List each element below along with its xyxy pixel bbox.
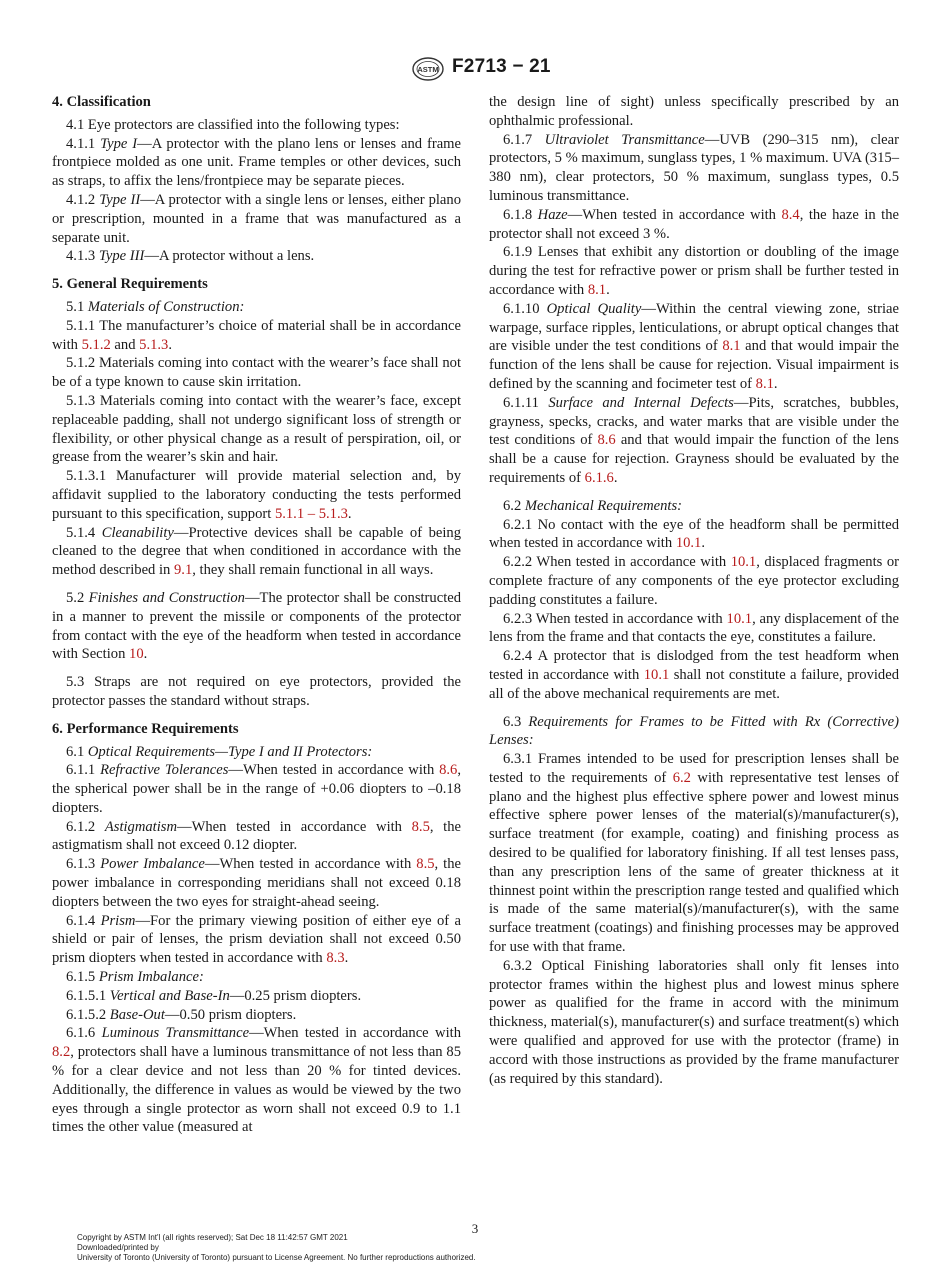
ref-8-5-link[interactable]: 8.5 bbox=[416, 856, 435, 873]
ref-6-2-link[interactable]: 6.2 bbox=[672, 769, 691, 786]
ref-10-1-link[interactable]: 10.1 bbox=[675, 535, 702, 552]
para-6-1-5-2: 6.1.5.2 Base-Out—0.50 prism diopters. bbox=[66, 1006, 297, 1023]
footer-license-line: University of Toronto (University of Toronto) pursuant to License Agreement. No further reproductions authorized. bbox=[77, 1252, 476, 1262]
page-number: 3 bbox=[471, 1221, 479, 1236]
copyright-footer bbox=[77, 1233, 476, 1262]
para-6-2: 6.2 Mechanical Requirements: bbox=[503, 497, 682, 514]
ref-5-1-3-link[interactable]: 5.1.3 bbox=[139, 336, 169, 353]
para-6-1-5-1: 6.1.5.1 Vertical and Base-In—0.25 prism diopters. bbox=[66, 987, 362, 1004]
para-4-1-1: 4.1.1 Type I—A protector with the plano lens or lenses and frame frontpiece molded as one unit. Frame temples or other devices, such as straps, to affix the lens/frontpiece may be separate pieces. bbox=[52, 135, 461, 190]
para-4-1-3: 4.1.3 Type III—A protector without a lens. bbox=[66, 248, 315, 265]
section-4-title: 4. Classification bbox=[52, 94, 151, 110]
left-column bbox=[52, 93, 461, 1137]
para-6-3: 6.3 Requirements for Frames to be Fitted with Rx (Corrective) Lenses: bbox=[489, 713, 899, 749]
astm-logo-text: ASTM bbox=[417, 65, 439, 74]
ref-8-4-link[interactable]: 8.4 bbox=[781, 206, 800, 223]
right-column bbox=[489, 93, 899, 1088]
ref-9-1-link[interactable]: 9.1 bbox=[174, 562, 193, 579]
ref-8-6-link[interactable]: 8.6 bbox=[439, 762, 458, 779]
para-5-1-4: 5.1.4 Cleanability—Protective devices shall be capable of being cleaned to the degree that when conditioned in accordance with the method described in 9.1, they shall remain functional in all ways. bbox=[52, 524, 461, 579]
astm-logo bbox=[408, 54, 448, 84]
para-6-1-11: 6.1.11 Surface and Internal Defects—Pits, scratches, bubbles, grayness, specks, cracks, and water marks that are visible under the test conditions of 8.6 and that would impair the function of the lens shall be a cause for rejection. Grayness should be evaluated by the requirements of 6.1.6. bbox=[489, 394, 899, 486]
para-5-1-3-1: 5.1.3.1 Manufacturer will provide material selection and, by affidavit supplied to the laboratory conducting the tests performed pursuant to this specification, support 5.1.1 – 5.1.3. bbox=[52, 468, 461, 522]
para-6-2-3: 6.2.3 When tested in accordance with 10.1, any displacement of the lens from the frame and that contacts the eye, constitutes a failure. bbox=[489, 610, 899, 646]
para-6-3-1: 6.3.1 Frames intended to be used for prescription lenses shall be tested to the requirements of 6.2 with representative test lenses of plano and the highest plus effective sphere power and lowest minus effective sphere power lenses of the material(s)/manufacturer(s), surface treatment (for example, coating) and finishing process as desired to be qualified for laboratory finishing. If all test lenses pass, than any prescription lens of the same of greater thickness at it thinnest point within the prescription range tested and qualified which is made of the same material(s)/manufacturer(s), with the same surface treatment (coatings) and finishing processes may be approved for use with that frame. bbox=[489, 751, 899, 956]
para-5-2: 5.2 Finishes and Construction—The protector shall be constructed in a manner to prevent the missile or components of the protector from contact with the eye of the headform when tested in accordance with Section 10. bbox=[52, 589, 462, 663]
ref-section-10-link[interactable]: 10 bbox=[129, 646, 144, 663]
para-6-1-8: 6.1.8 Haze—When tested in accordance with 8.4, the haze in the protector shall not exceed 3 %. bbox=[489, 206, 899, 242]
ref-5-1-1-to-5-1-3-link[interactable]: 5.1.1 – 5.1.3 bbox=[274, 505, 348, 522]
ref-8-6-link[interactable]: 8.6 bbox=[597, 432, 616, 449]
ref-8-3-link[interactable]: 8.3 bbox=[326, 950, 345, 967]
para-5-1: 5.1 Materials of Construction: bbox=[66, 298, 245, 315]
para-6-1-1: 6.1.1 Refractive Tolerances—When tested in accordance with 8.6, the spherical power shall be in the range of +0.06 diopters to –0.18 diopters. bbox=[52, 762, 462, 816]
ref-8-2-link[interactable]: 8.2 bbox=[52, 1044, 71, 1061]
section-6-title: 6. Performance Requirements bbox=[52, 720, 239, 737]
para-6-1-6-continued: the design line of sight) unless specifically prescribed by an ophthalmic professional. bbox=[489, 94, 899, 129]
ref-8-5-link[interactable]: 8.5 bbox=[411, 818, 430, 835]
para-6-1-4: 6.1.4 Prism—For the primary viewing position of either eye of a shield or pair of lenses, the prism deviation shall not exceed 0.50 prism diopters when tested in accordance with 8.3. bbox=[52, 912, 461, 967]
ref-8-1-link[interactable]: 8.1 bbox=[722, 338, 741, 355]
para-6-2-1: 6.2.1 No contact with the eye of the headform shall be permitted when tested in accordance with 10.1. bbox=[489, 516, 899, 552]
footer-downloaded-line: Downloaded/printed by bbox=[77, 1242, 159, 1252]
para-6-1-2: 6.1.2 Astigmatism—When tested in accordance with 8.5, the astigmatism shall not exceed 0.12 diopter. bbox=[52, 818, 461, 854]
ref-6-1-6-link[interactable]: 6.1.6 bbox=[584, 469, 614, 486]
ref-8-1-link[interactable]: 8.1 bbox=[587, 281, 607, 298]
para-6-1-10: 6.1.10 Optical Quality—Within the central viewing zone, striae warpage, surface ripples, lenticulations, or abrupt optical changes that are visible under the test conditions of 8.1 and that would impair the function of the lens shall be cause for rejection. Visual impairment is defined by the scanning and focimeter test of 8.1. bbox=[489, 300, 899, 392]
para-6-2-2: 6.2.2 When tested in accordance with 10.1, displaced fragments or complete fracture of any components of the eye protector excluding padding constitutes a failure. bbox=[489, 554, 899, 608]
para-6-1-5: 6.1.5 Prism Imbalance: bbox=[66, 969, 204, 986]
para-6-1-6: 6.1.6 Luminous Transmittance—When tested in accordance with 8.2, protectors shall have a luminous transmittance of not less than 85 % for a clear device and not less than 20 % for tinted devices. Additionally, the difference in values as would be viewed by the two eyes through a single protector as worn shall not exceed 0.9 to 1.1 times the other value (measured at bbox=[52, 1025, 461, 1136]
section-5-title: 5. General Requirements bbox=[52, 276, 208, 293]
ref-5-1-2-link[interactable]: 5.1.2 bbox=[81, 336, 111, 353]
para-6-3-2: 6.3.2 Optical Finishing laboratories shall only fit lenses into protector frames within the highest plus and lowest minus sphere power as qualified for the frame in accord with the minimum thickness, material(s), manufacturer(s) and surface treatment(s) which were qualified and approved for use with the protector (frame) in accord with those instructions as provided by the frame manufacturer (as required by this standard). bbox=[489, 957, 899, 1087]
para-5-3: 5.3 Straps are not required on eye protectors, provided the protector passes the standard without straps. bbox=[52, 674, 461, 709]
para-6-2-4: 6.2.4 A protector that is dislodged from the test headform when tested in accordance with 10.1 shall not constitute a failure, provided all of the above mechanical requirements are met. bbox=[489, 648, 899, 702]
para-5-1-3: 5.1.3 Materials coming into contact with the wearer’s face, except replaceable padding, shall not undergo significant loss of strength or flexibility, or other physical change as a result of perspiration, oil, or grease from the wearer’s skin and hair. bbox=[52, 392, 461, 466]
para-6-1-7: 6.1.7 Ultraviolet Transmittance—UVB (290–315 nm), clear protectors, 5 % maximum, sunglass types, 1 % maximum. UVA (315–380 nm), clear protectors, 50 % maximum, sunglass types, 0.5 luminous transmittance. bbox=[489, 131, 899, 204]
para-4-1: 4.1 Eye protectors are classified into the following types: bbox=[66, 116, 400, 133]
para-6-1-3: 6.1.3 Power Imbalance—When tested in accordance with 8.5, the power imbalance in corresponding meridians shall not exceed 0.18 diopters between the two eyes for straight-ahead seeing. bbox=[52, 856, 461, 910]
ref-10-1-link[interactable]: 10.1 bbox=[730, 554, 757, 571]
para-5-1-2: 5.1.2 Materials coming into contact with the wearer’s face shall not be of a type known to cause skin irritation. bbox=[52, 355, 461, 391]
ref-10-1-link[interactable]: 10.1 bbox=[726, 610, 753, 627]
para-6-1: 6.1 Optical Requirements—Type I and II Protectors: bbox=[66, 743, 373, 760]
para-6-1-9: 6.1.9 Lenses that exhibit any distortion or doubling of the image during the test for refractive power or prism shall be further tested in accordance with 8.1. bbox=[489, 244, 899, 298]
para-5-1-1: 5.1.1 The manufacturer’s choice of material shall be in accordance with 5.1.2 and 5.1.3. bbox=[52, 317, 461, 353]
footer-copyright-line: Copyright by ASTM Int'l (all rights reserved); Sat Dec 18 11:42:57 GMT 2021 bbox=[77, 1233, 348, 1242]
document-id: F2713 − 21 bbox=[452, 56, 551, 77]
ref-8-1-link[interactable]: 8.1 bbox=[755, 375, 774, 392]
para-4-1-2: 4.1.2 Type II—A protector with a single lens or lenses, either plano or prescription, mounted in a frame that was manufactured as a separate unit. bbox=[52, 191, 461, 246]
ref-10-1-link[interactable]: 10.1 bbox=[643, 666, 670, 683]
